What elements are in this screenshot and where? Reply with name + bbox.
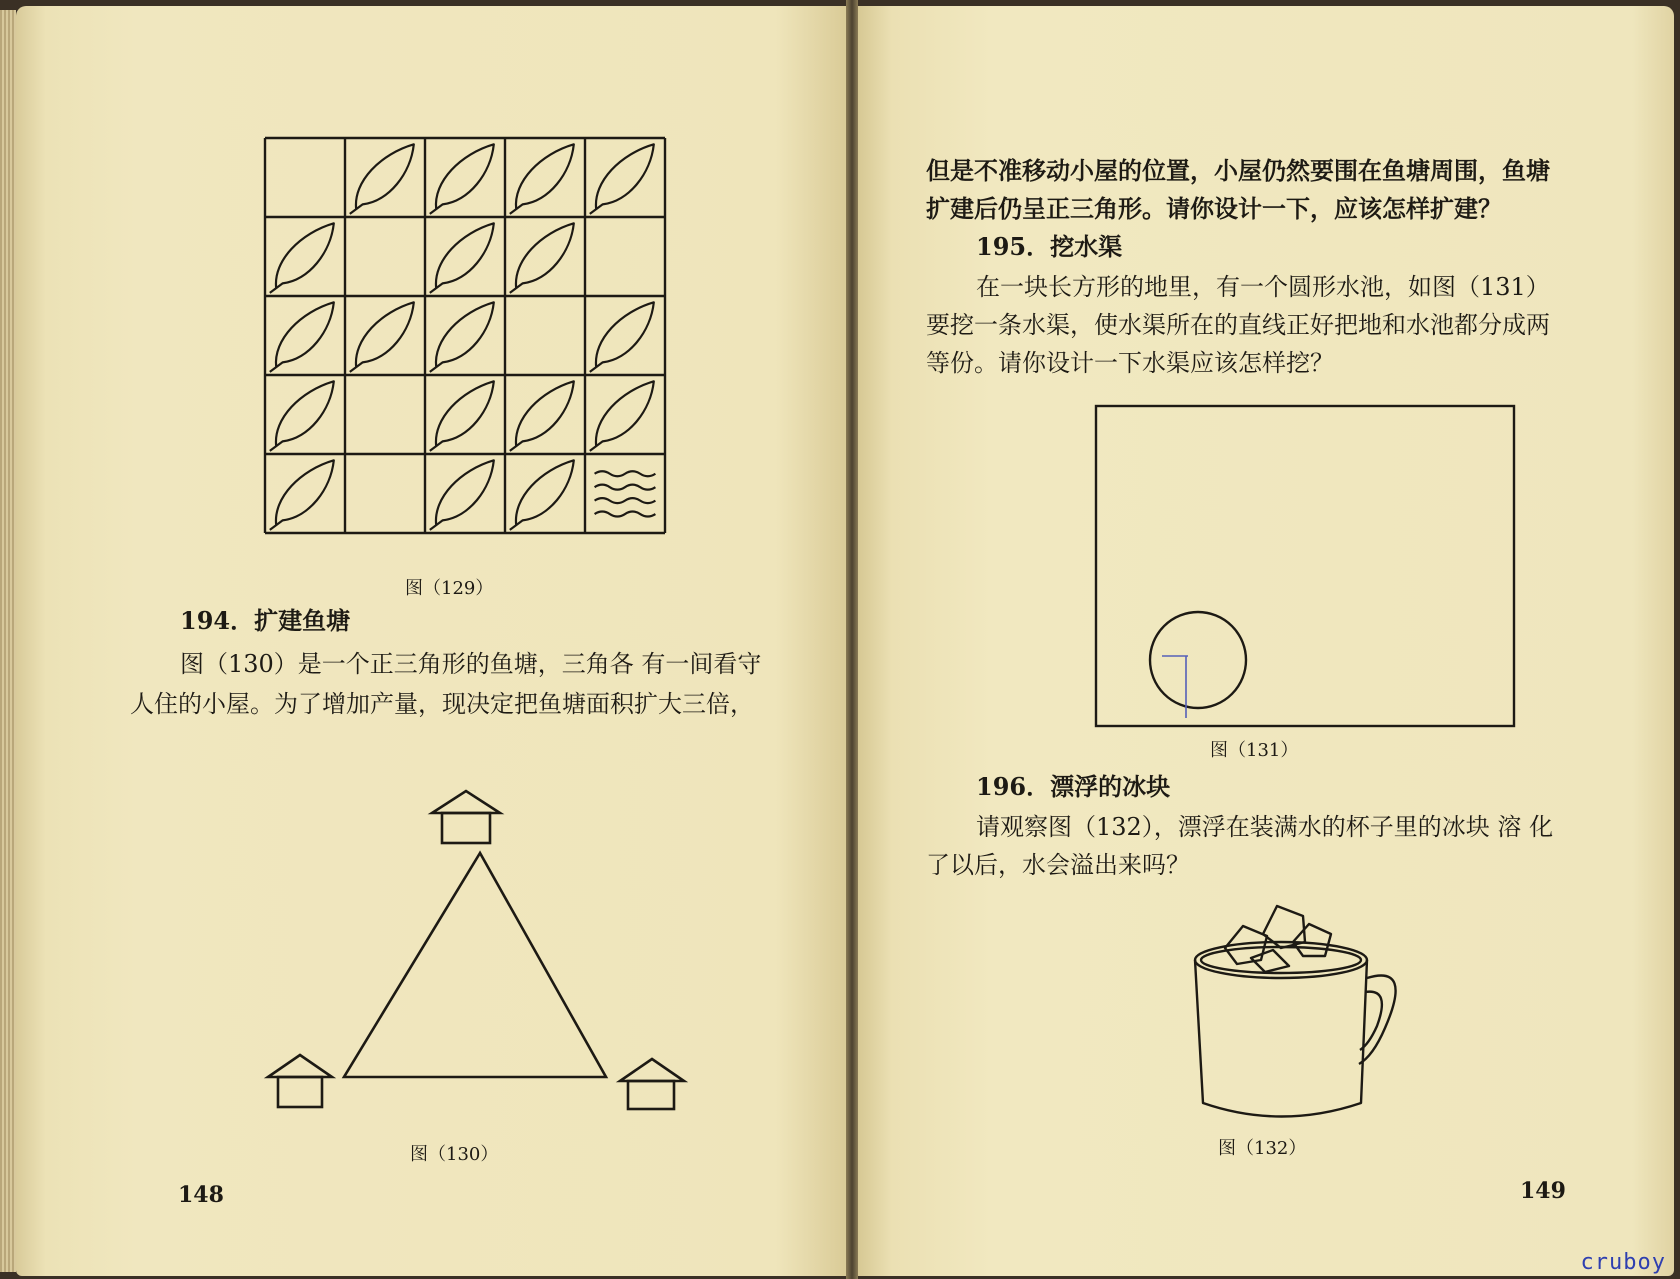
circular-pool — [1150, 612, 1246, 708]
section-195-line-1: 在一块长方形的地里，有一个圆形水池，如图（131） — [976, 273, 1550, 301]
hut-right-body — [628, 1081, 674, 1109]
leaf-icon — [270, 223, 334, 293]
water-waves-icon — [595, 471, 656, 516]
ice-cube-3 — [1293, 924, 1331, 956]
figure-129-caption: 图（129） — [405, 578, 494, 599]
figure-130-caption: 图（130） — [410, 1144, 499, 1165]
leaf-icon — [430, 302, 494, 372]
leaf-icon — [590, 381, 654, 451]
leaf-icon — [510, 144, 574, 214]
wave-line — [595, 485, 656, 490]
section-194-line-1: 图（130）是一个正三角形的鱼塘，三角各 有一间看守 — [180, 650, 762, 678]
left-page-number: 148 — [178, 1182, 224, 1208]
wave-line — [595, 471, 656, 476]
wave-line — [595, 512, 656, 517]
section-195-title: 195．挖水渠 — [976, 232, 1123, 261]
leaf-icon — [510, 381, 574, 451]
figure-131-caption: 图（131） — [1210, 740, 1299, 761]
leaf-icon — [590, 302, 654, 372]
leaf-icon — [510, 223, 574, 293]
section-196-title: 196．漂浮的冰块 — [976, 772, 1171, 801]
leaf-icon — [430, 460, 494, 530]
figure-132-mug-with-ice — [1185, 898, 1405, 1128]
right-page-number: 149 — [1520, 1178, 1566, 1204]
section-196-line-2: 了以后，水会溢出来吗？ — [926, 851, 1190, 879]
section-196-line-1: 请观察图（132），漂浮在装满水的杯子里的冰块 溶 化 — [976, 813, 1554, 841]
hut-left-body — [278, 1077, 322, 1107]
hut-top-roof — [432, 791, 500, 813]
figure-132-caption: 图（132） — [1218, 1138, 1307, 1159]
leaf-icon — [430, 144, 494, 214]
hut-top-body — [442, 813, 490, 843]
hut-left-roof — [268, 1055, 332, 1077]
figure-131-field-and-pool — [1090, 400, 1520, 730]
leaf-icon — [270, 381, 334, 451]
section-195-line-2: 要挖一条水渠，使水渠所在的直线正好把地和水池都分成两 — [926, 311, 1550, 339]
right-text-line-1: 但是不准移动小屋的位置，小屋仍然要围在鱼塘周围，鱼塘 — [926, 156, 1550, 185]
figure-130-triangle-pond — [260, 785, 680, 1105]
leaf-icon — [590, 144, 654, 214]
watermark: cruboy — [1580, 1250, 1666, 1275]
figure-129-leaf-grid — [265, 138, 665, 533]
leaf-icon — [430, 381, 494, 451]
section-195-line-3: 等份。请你设计一下水渠应该怎样挖？ — [926, 349, 1334, 377]
section-194-title: 194．扩建鱼塘 — [180, 606, 351, 635]
wave-line — [595, 498, 656, 503]
leaf-icon — [430, 223, 494, 293]
leaf-icon — [270, 460, 334, 530]
leaf-icon — [510, 460, 574, 530]
leaf-icon — [270, 302, 334, 372]
book-gutter — [846, 0, 858, 1279]
leaf-icon — [350, 144, 414, 214]
rectangular-field — [1096, 406, 1514, 726]
section-194-line-2: 人住的小屋。为了增加产量，现决定把鱼塘面积扩大三倍， — [130, 690, 754, 718]
mug-body — [1195, 960, 1367, 1117]
leaf-icon — [350, 302, 414, 372]
page-edges — [0, 10, 16, 1272]
triangle-pond — [344, 853, 606, 1077]
hut-right-roof — [620, 1059, 684, 1081]
right-text-line-2: 扩建后仍呈正三角形。请你设计一下，应该怎样扩建？ — [926, 194, 1502, 223]
